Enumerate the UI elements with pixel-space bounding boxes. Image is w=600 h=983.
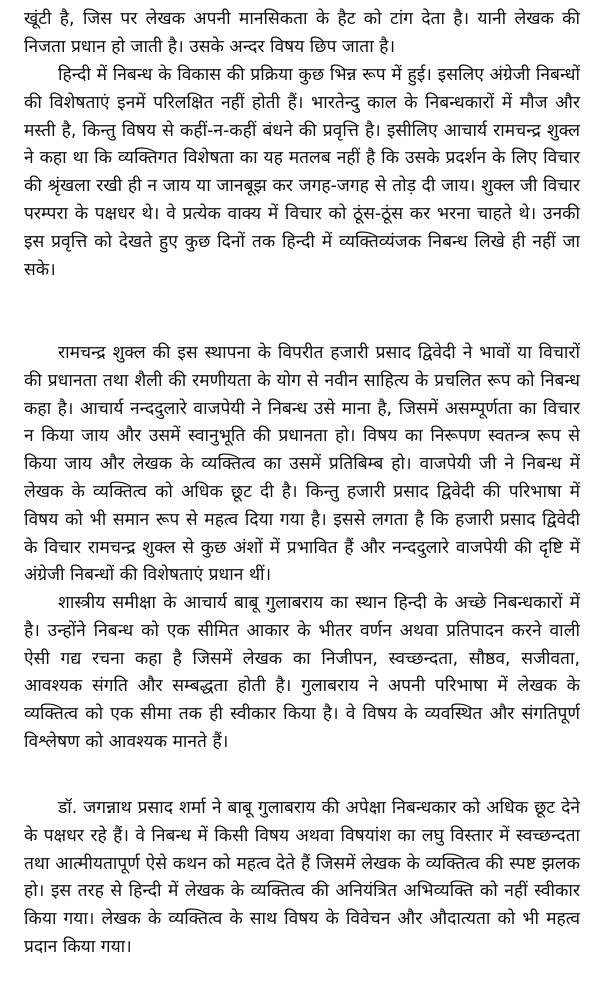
paragraph-gulabrai: शास्त्रीय समीक्षा के आचार्य बाबू गुलाबराय का स्थान हिन्दी के अच्छे निबन्धकारों में है। उन्होंने निबन्ध को एक सीमित आकार के भीतर वर्णन अथवा प्रतिपादन करने वाली ऐसी गद्य रचना कहा है जिसमें लेखक का निजीपन, स्वच्छन्दता, सौष्ठव, सजीवता, आवश्यक संगति और सम्बद्धता होती है। गुलाबराय ने अपनी परिभाषा में लेखक के व्यक्तित्व को एक सीमा तक ही स्वीकार किया है। वे विषय के व्यवस्थित और संगतिपूर्ण विश्लेषण को आवश्यक मानते हैं।: [24, 593, 580, 752]
paragraph-continuation: खूंटी है, जिस पर लेखक अपनी मानसिकता के हैट को टांग देता है। यानी लेखक की निजता प्रधान हो जाती है। उसके अन्दर विषय छिप जाता है।: [24, 9, 580, 57]
paragraph-dwivedi-vajpeyi: रामचन्द्र शुक्ल की इस स्थापना के विपरीत हजारी प्रसाद द्विवेदी ने भावों या विचारों की प्रधानता तथा शैली की रमणीयता के योग से नवीन साहित्य के प्रचलित रूप को निबन्ध कहा है। आचार्य नन्ददुलारे वाजपेयी ने निबन्ध उसे माना है, जिसमें असम्पूर्णता का विचार न किया जाय और उसमें स्वानुभूति की प्रधानता हो। विषय का निरूपण स्वतन्त्र रूप से किया जाय और लेखक के व्यक्तित्व का उसमें प्रतिबिम्ब हो। वाजपेयी जी ने निबन्ध में लेखक के व्यक्तित्व को अधिक छूट दी है। किन्तु हजारी प्रसाद द्विवेदी की परिभाषा में विषय को भी समान रूप से महत्व दिया गया है। इससे लगता है कि हजारी प्रसाद द्विवेदी के विचार रामचन्द्र शुक्ल से कुछ अंशों में प्रभावित हैं और नन्ददुलारे वाजपेयी की दृष्टि में अंग्रेजी निबन्धों की विशेषताएं प्रधान थीं।: [24, 343, 580, 586]
paragraph-jagannath-sharma: डॉ. जगन्नाथ प्रसाद शर्मा ने बाबू गुलाबराय की अपेक्षा निबन्धकार को अधिक छूट देने के पक्षधर रहे हैं। वे निबन्ध में किसी विषय अथवा विषयांश का लघु विस्तार में स्वच्छन्दता तथा आत्मीयतापूर्ण ऐसे कथन को महत्व देते हैं जिसमें लेखक के व्यक्तित्व की स्पष्ट झलक हो। इस तरह से हिन्दी में लेखक के व्यक्तित्व की अनियंत्रित अभिव्यक्ति को नहीं स्वीकार किया गया। लेखक के व्यक्तित्व के साथ विषय के विवेचन और औदात्यता को भी महत्व प्रदान किया गया।: [24, 798, 580, 957]
paragraph-hindi-essay-development: हिन्दी में निबन्ध के विकास की प्रक्रिया कुछ भिन्न रूप में हुई। इसलिए अंग्रेजी निबन्धों की विशेषताएं इनमें परिलक्षित नहीं होती हैं। भारतेन्दु काल के निबन्धकारों में मौज और मस्ती है, किन्तु विषय से कहीं-न-कहीं बंधने की प्रवृत्ति है। इसीलिए आचार्य रामचन्द्र शुक्ल ने कहा था कि व्यक्तिगत विशेषता का यह मतलब नहीं है कि उसके प्रदर्शन के लिए विचार की श्रृंखला रखी ही न जाय या जानबूझ कर जगह-जगह से तोड़ दी जाय। शुक्ल जी विचार परम्परा के पक्षधर थे। वे प्रत्येक वाक्य में विचार को ठूंस-ठूंस कर भरना चाहते थे। उनकी इस प्रवृत्ति को देखते हुए कुछ दिनों तक हिन्दी में व्यक्तिव्यंजक निबन्ध लिखे ही नहीं जा सके।: [24, 65, 580, 280]
